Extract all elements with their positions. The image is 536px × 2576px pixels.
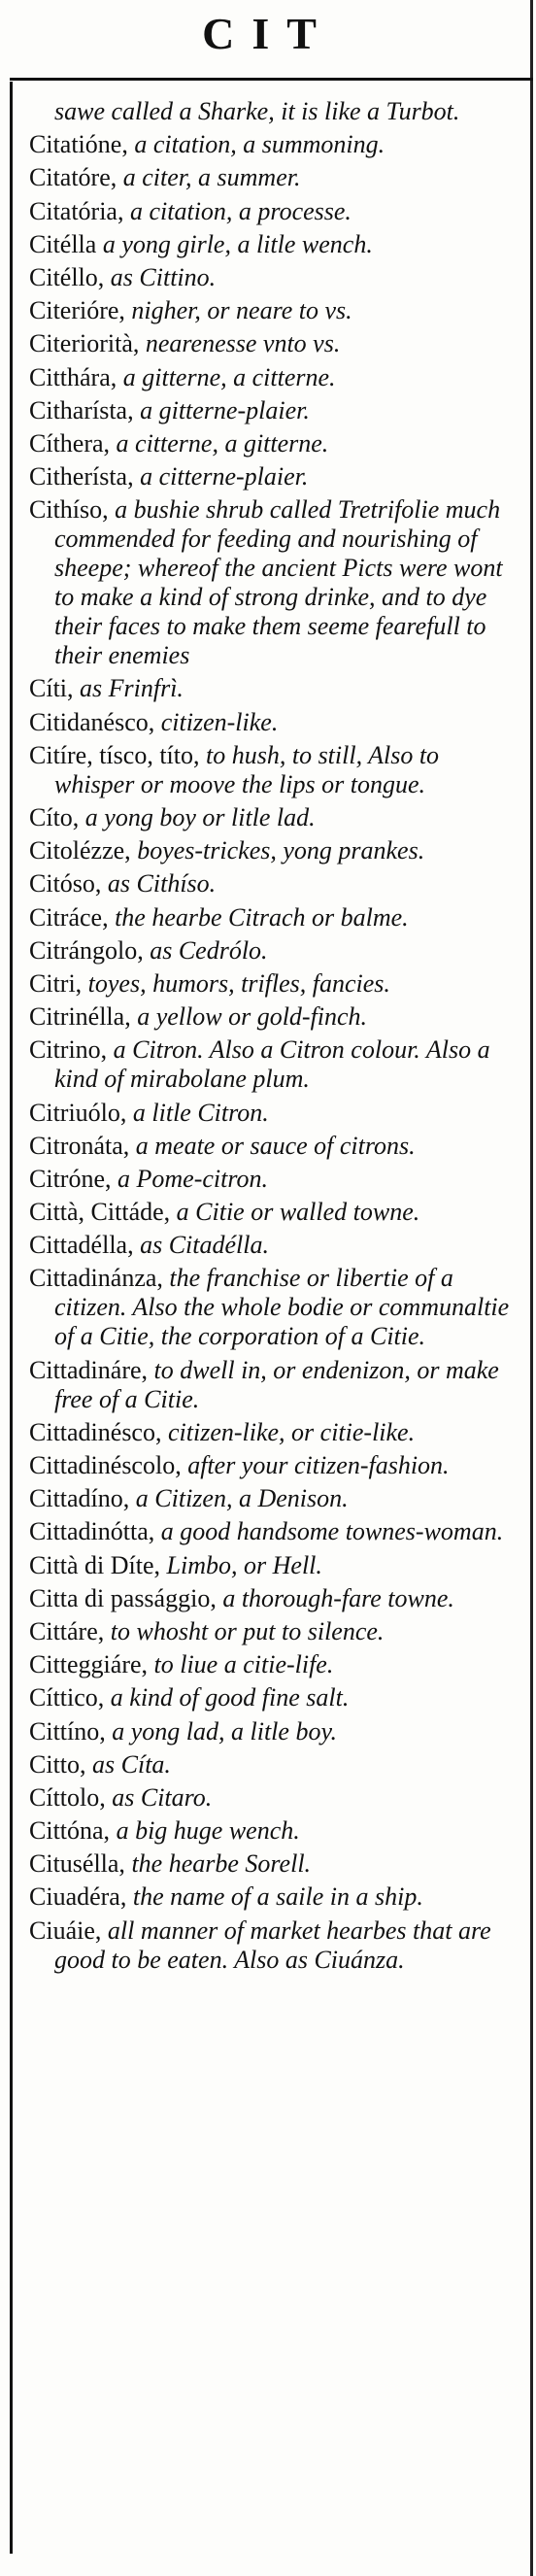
entry [29,1418,515,1447]
entry-headword: Cittáre, [29,1616,105,1645]
entry [29,1650,515,1679]
entry-definition: as Frinfrì. [80,674,184,703]
entry [29,1099,515,1128]
entry [29,1717,515,1746]
entry [29,741,515,799]
entry-definition: a big huge wench. [116,1816,300,1846]
header-rule [10,78,533,81]
entry-definition: a good handsome townes-woman. [160,1517,504,1546]
entry [29,803,515,832]
entry-headword: Cittadinésco, [29,1417,162,1446]
entry-definition: a citation, a processe. [129,196,352,225]
entry-definition: the hearbe Citrach or balme. [115,902,409,932]
entry [29,495,515,670]
entry [29,1816,515,1846]
entry-definition: toyes, humors, trifles, fancies. [87,968,390,998]
entry-definition: a citer, a summer. [122,163,301,192]
entry-definition: a gitterne-plaier. [140,395,310,424]
entry-definition: as Cithíso. [107,869,217,898]
entry-headword: Città, Cittáde, [29,1198,171,1227]
entry-headword: Cittíno, [29,1716,106,1746]
entry-headword: Citusélla, [29,1849,125,1879]
entry [29,263,515,292]
entry [29,462,515,491]
entry [29,1882,515,1912]
entry-definition: a thorough-fare towne. [222,1583,454,1612]
entry-definition: all manner of market hearbes that are good to be eaten. Also as Ciuánza. [54,1915,491,1974]
entry [29,708,515,737]
page-header: CIT [202,9,334,58]
entry [29,1264,515,1351]
entry-headword: Citharísta, [29,395,134,424]
entry-definition: after your citizen-fashion. [187,1451,450,1479]
entry-definition: to dwell in, or endenizon, or make free of a Citie. [54,1355,499,1413]
entry [29,429,515,458]
entry [29,1683,515,1712]
entry-definition: as Citaro. [112,1782,213,1812]
entry-headword: Citéllo, [29,262,105,291]
entry-headword: Citri, [29,968,83,998]
entry-definition: the franchise or libertie of a citizen. Also the whole bodie or communaltie of a Citie, the corporation of a Citie. [54,1264,510,1351]
entry-continuation [29,97,515,126]
entry-list [29,97,515,1979]
entry-headword: Cittadinánza, [29,1264,163,1293]
entry [29,869,515,898]
entry-headword: Ciuadéra, [29,1882,127,1912]
entry-definition: sawe called a Sharke, it is like a Turbot. [54,97,460,125]
entry-headword: Cíti, [29,674,74,703]
entry [29,1035,515,1094]
entry-definition: as Cittino. [110,262,217,291]
entry-definition: a citterne, a gitterne. [116,428,329,458]
entry-definition: the hearbe Sorell. [131,1849,312,1879]
entry-headword: Cittadináre, [29,1355,149,1384]
entry-headword: Cíttico, [29,1683,105,1712]
entry [29,903,515,932]
entry-headword: Citherísta, [29,462,134,491]
entry [29,1356,515,1414]
entry-definition: nearenesse vnto vs. [145,329,341,358]
entry [29,1451,515,1480]
entry-headword: Citatória, [29,196,124,225]
entry-headword: Cithíso, [29,495,109,525]
entry-headword: Cittadinótta, [29,1517,155,1546]
entry-headword: Citíre, tísco, títo, [29,740,200,769]
entry-headword: Citolézze, [29,836,131,865]
entry [29,197,515,226]
entry-headword: Citronáta, [29,1131,130,1160]
entry-headword: Cíttolo, [29,1782,106,1812]
entry-headword: Citrino, [29,1035,108,1065]
entry-definition: a Citie or walled towne. [176,1198,420,1227]
entry-headword: Citerióre, [29,296,125,325]
entry-definition: to whosht or put to silence. [110,1616,385,1645]
entry-headword: Citrángolo, [29,935,144,965]
entry [29,1617,515,1646]
entry-definition: as Cíta. [92,1749,171,1779]
entry-definition: citizen-like. [160,707,279,736]
entry-definition: nigher, or neare to vs. [131,296,352,325]
entry [29,1002,515,1032]
entry-definition: a kind of good fine salt. [110,1683,350,1712]
entry [29,1750,515,1779]
entry [29,1231,515,1260]
left-column-rule [10,82,13,2554]
entry-definition: boyes-trickes, yong prankes. [137,836,425,865]
entry-definition: a yong girle, a litle wench. [102,229,373,258]
entry-definition: the name of a saile in a ship. [132,1882,423,1912]
entry-headword: Cíthera, [29,428,111,458]
entry-definition: Limbo, or Hell. [166,1550,322,1579]
entry-definition: as Citadélla. [140,1231,269,1260]
entry-definition: to hush, to still, Also to whisper or moove the lips or tongue. [54,740,440,798]
entry-headword: Citrinélla, [29,1002,131,1032]
entry [29,163,515,192]
entry [29,1484,515,1513]
entry [29,1584,515,1613]
entry-headword: Cittadélla, [29,1231,134,1260]
entry [29,1783,515,1813]
entry-headword: Citatióne, [29,130,128,159]
entry-headword: Ciuáie, [29,1915,102,1945]
entry-definition: a Pome-citron. [117,1164,268,1193]
entry-definition: as Cedrólo. [150,935,268,965]
entry [29,296,515,325]
entry [29,230,515,259]
entry [29,130,515,159]
entry-headword: Citatóre, [29,163,117,192]
entry-definition: a litle Citron. [132,1098,269,1127]
entry-headword: Citriuólo, [29,1098,127,1127]
entry [29,329,515,358]
entry [29,396,515,425]
right-page-edge [530,0,533,2576]
entry [29,1132,515,1161]
entry-headword: Cíto, [29,803,80,831]
entry-headword: Cittadinéscolo, [29,1451,182,1479]
entry-headword: Citta di passággio, [29,1583,217,1612]
entry-definition: a yong lad, a litle boy. [112,1716,338,1746]
entry-headword: Cittadíno, [29,1484,130,1513]
entry-definition: a yellow or gold-finch. [137,1002,368,1032]
entry-definition: a yong boy or litle lad. [84,803,316,831]
entry-definition: a Citron. Also a Citron colour. Also a kind of mirabolane plum. [54,1035,490,1094]
entry-headword: Città di Díte, [29,1550,161,1579]
entry [29,1165,515,1194]
entry-headword: Citto, [29,1749,86,1779]
entry [29,674,515,703]
entry-definition: a meate or sauce of citrons. [135,1131,416,1160]
entry-headword: Citróne, [29,1164,112,1193]
entry-headword: Citóso, [29,869,102,898]
entry-headword: Citélla [29,229,97,258]
entry [29,969,515,999]
entry-definition: a gitterne, a citterne. [122,362,336,391]
entry-definition: citizen-like, or citie-like. [167,1417,416,1446]
entry [29,1198,515,1227]
entry-headword: Citidanésco, [29,707,155,736]
entry [29,836,515,865]
entry [29,936,515,966]
entry [29,1916,515,1975]
entry-definition: a citterne-plaier. [140,462,309,491]
entry-headword: Citteggiáre, [29,1650,149,1679]
entry-headword: Citeriorità, [29,329,140,358]
entry [29,1517,515,1546]
entry [29,1551,515,1580]
entry-definition: to liue a citie-life. [153,1650,334,1679]
entry-definition: a citation, a summoning. [134,130,385,159]
entry-headword: Citráce, [29,902,109,932]
entry [29,1849,515,1879]
entry [29,363,515,392]
entry-headword: Cittóna, [29,1816,111,1846]
entry-definition: a bushie shrub called Tretrifolie much commended for feeding and nourishing of sheepe; whereof the ancient Picts were wont to make a kind of strong drinke, and to dye their faces to make them seeme fearefull to their enemies [54,495,503,670]
entry-definition: a Citizen, a Denison. [135,1484,349,1513]
entry-headword: Citthára, [29,362,117,391]
